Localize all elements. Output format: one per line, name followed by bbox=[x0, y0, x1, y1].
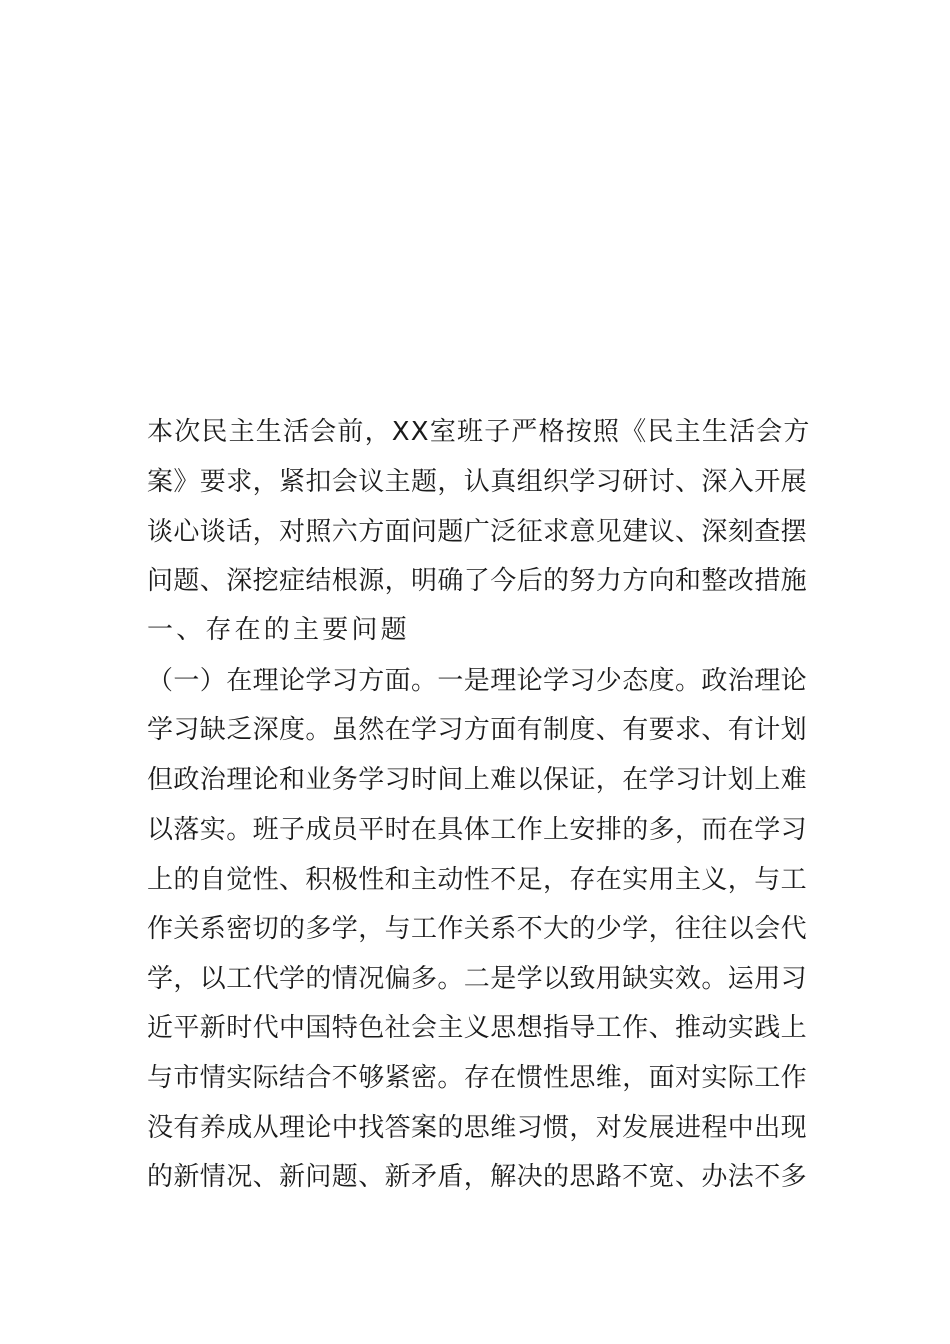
paragraph-line: 学习缺乏深度。虽然在学习方面有制度、有要求、有计划 bbox=[147, 715, 808, 745]
paragraph-line: 谈心谈话，对照六方面问题广泛征求意见建议、深刻查摆 bbox=[147, 517, 808, 547]
paragraph-line: 案》要求，紧扣会议主题，认真组织学习研讨、深入开展 bbox=[147, 467, 808, 497]
paragraph-line: 与市情实际结合不够紧密。存在惯性思维，面对实际工作 bbox=[147, 1063, 808, 1093]
section-heading: 一、存在的主要问题 bbox=[147, 615, 410, 645]
paragraph-line: 问题、深挖症结根源，明确了今后的努力方向和整改措施 bbox=[147, 566, 808, 596]
paragraph-line: 但政治理论和业务学习时间上难以保证，在学习计划上难 bbox=[147, 765, 808, 795]
document-title-line-1 bbox=[0, 160, 950, 200]
document-title-line-2 bbox=[0, 280, 950, 320]
paragraph-line: 没有养成从理论中找答案的思维习惯，对发展进程中出现 bbox=[147, 1113, 808, 1143]
paragraph-line: 的新情况、新问题、新矛盾，解决的思路不宽、办法不多 bbox=[147, 1162, 808, 1192]
paragraph-line: 本次民主生活会前，XX室班子严格按照《民主生活会方 bbox=[147, 417, 811, 447]
paragraph-line: （一）在理论学习方面。一是理论学习少态度。政治理论 bbox=[147, 666, 808, 696]
paragraph-line: 学，以工代学的情况偏多。二是学以致用缺实效。运用习 bbox=[147, 964, 808, 994]
paragraph-line: 作关系密切的多学，与工作关系不大的少学，往往以会代 bbox=[147, 914, 808, 944]
paragraph-line: 以落实。班子成员平时在具体工作上安排的多，而在学习 bbox=[147, 815, 808, 845]
paragraph-line: 上的自觉性、积极性和主动性不足，存在实用主义，与工 bbox=[147, 865, 808, 895]
paragraph-line: 近平新时代中国特色社会主义思想指导工作、推动实践上 bbox=[147, 1013, 808, 1043]
